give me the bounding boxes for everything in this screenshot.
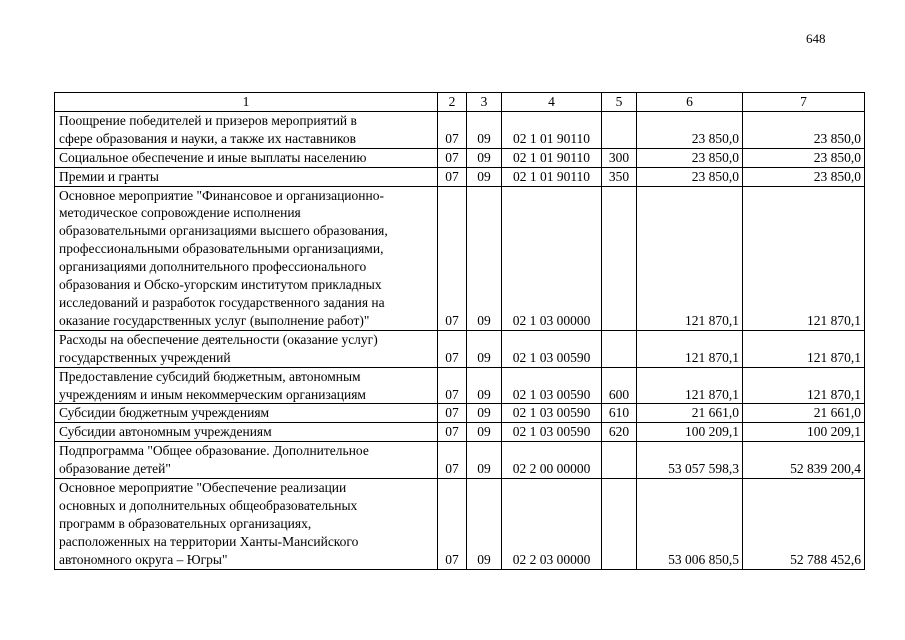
page-number: 648	[806, 31, 826, 46]
column-header: 5	[602, 93, 637, 112]
expense-type-code-cell	[602, 330, 637, 367]
column-header: 7	[743, 93, 865, 112]
subsection-code-cell: 09	[467, 186, 502, 330]
amount-cell-col6: 53 057 598,3	[637, 442, 743, 479]
section-code-cell: 07	[438, 186, 467, 330]
column-header: 4	[502, 93, 602, 112]
target-item-code-cell: 02 1 03 00590	[502, 423, 602, 442]
subsection-code-cell: 09	[467, 167, 502, 186]
table-row	[55, 186, 865, 330]
target-item-code-cell: 02 1 03 00590	[502, 330, 602, 367]
row-name-cell: Субсидии автономным учреждениям	[55, 423, 438, 442]
amount-cell-col7: 52 788 452,6	[743, 479, 865, 570]
row-name-cell: Субсидии бюджетным учреждениям	[55, 404, 438, 423]
subsection-code-cell: 09	[467, 442, 502, 479]
amount-cell-col7: 23 850,0	[743, 167, 865, 186]
section-code-cell: 07	[438, 367, 467, 404]
row-name-cell: Премии и гранты	[55, 167, 438, 186]
subsection-code-cell: 09	[467, 148, 502, 167]
target-item-code-cell: 02 1 01 90110	[502, 167, 602, 186]
expense-type-code-cell: 620	[602, 423, 637, 442]
column-header: 2	[438, 93, 467, 112]
row-name-cell: Основное мероприятие "Обеспечение реализации основных и дополнительных общеобразовательных программ в образовательных организациях, расположенных на территории Ханты-Мансийского автономного округа – Югры"	[55, 479, 438, 570]
table-row	[55, 148, 865, 167]
section-code-cell: 07	[438, 111, 467, 148]
expense-type-code-cell	[602, 479, 637, 570]
subsection-code-cell: 09	[467, 404, 502, 423]
expense-type-code-cell	[602, 111, 637, 148]
section-code-cell: 07	[438, 167, 467, 186]
amount-cell-col6: 121 870,1	[637, 186, 743, 330]
target-item-code-cell: 02 2 03 00000	[502, 479, 602, 570]
target-item-code-cell: 02 1 01 90110	[502, 148, 602, 167]
table-row	[55, 167, 865, 186]
table-row	[55, 111, 865, 148]
amount-cell-col7: 121 870,1	[743, 367, 865, 404]
expense-type-code-cell	[602, 442, 637, 479]
section-code-cell: 07	[438, 330, 467, 367]
table-row	[55, 423, 865, 442]
section-code-cell: 07	[438, 479, 467, 570]
column-header: 1	[55, 93, 438, 112]
amount-cell-col7: 100 209,1	[743, 423, 865, 442]
subsection-code-cell: 09	[467, 423, 502, 442]
amount-cell-col6: 23 850,0	[637, 148, 743, 167]
budget-table	[54, 92, 865, 570]
row-name-cell: Поощрение победителей и призеров мероприятий в сфере образования и науки, а также их наставников	[55, 111, 438, 148]
subsection-code-cell: 09	[467, 330, 502, 367]
section-code-cell: 07	[438, 423, 467, 442]
row-name-cell: Подпрограмма "Общее образование. Дополнительное образование детей"	[55, 442, 438, 479]
expense-type-code-cell	[602, 186, 637, 330]
expense-type-code-cell: 300	[602, 148, 637, 167]
section-code-cell: 07	[438, 442, 467, 479]
amount-cell-col6: 121 870,1	[637, 330, 743, 367]
column-header: 3	[467, 93, 502, 112]
table-row	[55, 479, 865, 570]
row-name-cell: Предоставление субсидий бюджетным, автономным учреждениям и иным некоммерческим организациям	[55, 367, 438, 404]
section-code-cell: 07	[438, 148, 467, 167]
subsection-code-cell: 09	[467, 111, 502, 148]
section-code-cell: 07	[438, 404, 467, 423]
column-header: 6	[637, 93, 743, 112]
table-row	[55, 442, 865, 479]
row-name-cell: Расходы на обеспечение деятельности (оказание услуг) государственных учреждений	[55, 330, 438, 367]
row-name-cell: Социальное обеспечение и иные выплаты населению	[55, 148, 438, 167]
amount-cell-col6: 53 006 850,5	[637, 479, 743, 570]
subsection-code-cell: 09	[467, 479, 502, 570]
amount-cell-col6: 21 661,0	[637, 404, 743, 423]
target-item-code-cell: 02 1 03 00590	[502, 367, 602, 404]
amount-cell-col7: 21 661,0	[743, 404, 865, 423]
table-row	[55, 367, 865, 404]
amount-cell-col6: 23 850,0	[637, 111, 743, 148]
target-item-code-cell: 02 2 00 00000	[502, 442, 602, 479]
target-item-code-cell: 02 1 03 00000	[502, 186, 602, 330]
amount-cell-col7: 121 870,1	[743, 330, 865, 367]
subsection-code-cell: 09	[467, 367, 502, 404]
table-row	[55, 330, 865, 367]
expense-type-code-cell: 600	[602, 367, 637, 404]
target-item-code-cell: 02 1 01 90110	[502, 111, 602, 148]
amount-cell-col7: 121 870,1	[743, 186, 865, 330]
amount-cell-col6: 23 850,0	[637, 167, 743, 186]
amount-cell-col7: 23 850,0	[743, 148, 865, 167]
target-item-code-cell: 02 1 03 00590	[502, 404, 602, 423]
expense-type-code-cell: 350	[602, 167, 637, 186]
row-name-cell: Основное мероприятие "Финансовое и организационно- методическое сопровождение исполнения образовательными организациями высшего образования, профессиональными образовательными организациями, организациями дополнительного профессионального образования и Обско-угорским институтом прикладных исследований и разработок государственного задания на оказание государственных услуг (выполнение работ)"	[55, 186, 438, 330]
table-row	[55, 404, 865, 423]
header-row	[55, 93, 865, 112]
expense-type-code-cell: 610	[602, 404, 637, 423]
amount-cell-col6: 121 870,1	[637, 367, 743, 404]
amount-cell-col7: 52 839 200,4	[743, 442, 865, 479]
amount-cell-col6: 100 209,1	[637, 423, 743, 442]
amount-cell-col7: 23 850,0	[743, 111, 865, 148]
